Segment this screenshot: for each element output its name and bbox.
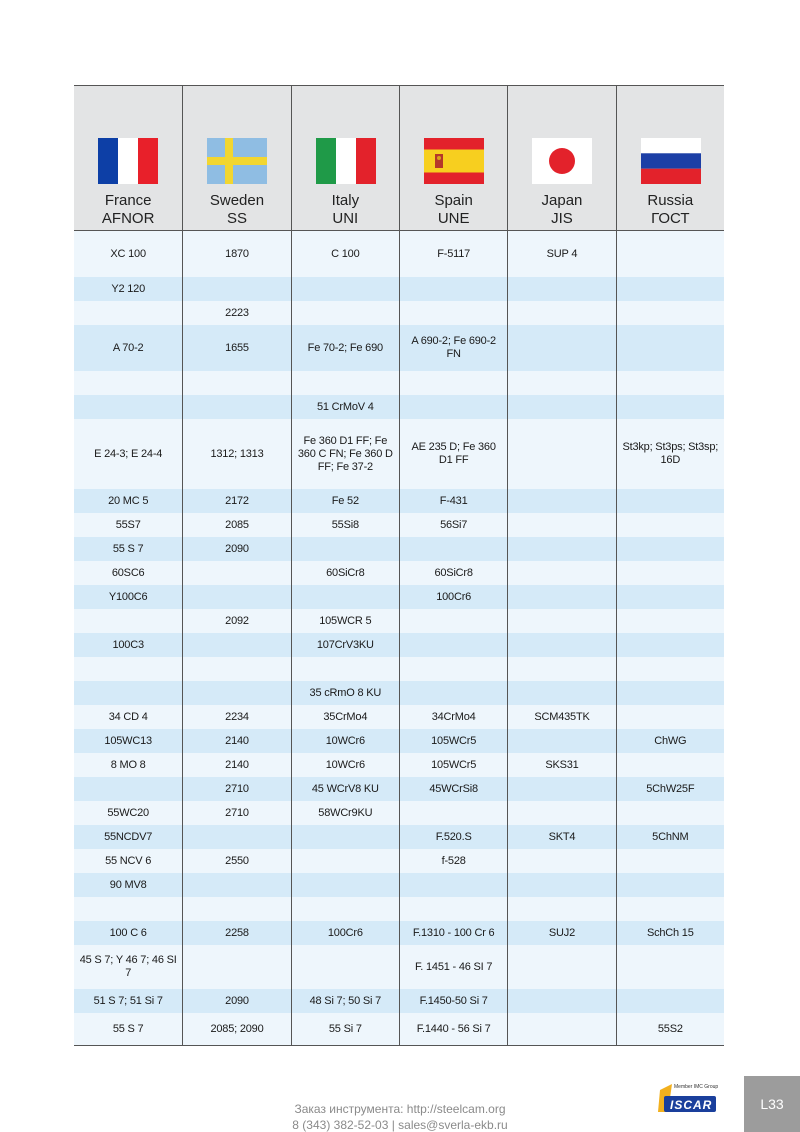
- table-cell: [291, 371, 399, 395]
- table-cell: 56Si7: [399, 513, 507, 537]
- table-cell: [507, 489, 615, 513]
- table-cell: 1312; 1313: [182, 419, 290, 489]
- table-cell: F.1440 - 56 Si 7: [399, 1013, 507, 1045]
- table-cell: 8 MO 8: [110, 758, 146, 771]
- table-cell: [507, 395, 615, 419]
- steel-equivalents-table: [74, 85, 724, 1046]
- table-cell: SKT4: [507, 825, 615, 849]
- table-cell: 10WCr6: [291, 729, 399, 753]
- table-cell: 105WC13: [104, 734, 152, 747]
- header-label: Japan JIS: [541, 192, 583, 227]
- table-cell: 105WCr5: [399, 753, 507, 777]
- table-cell: [291, 301, 399, 325]
- table-cell: Y2 120: [111, 282, 145, 295]
- table-cell: Fe 360 D1 FF; Fe 360 C FN; Fe 360 D FF; Fe 37-2: [291, 419, 399, 489]
- header-label: France AFNOR: [101, 192, 155, 227]
- table-row: [74, 585, 724, 609]
- table-cell: [616, 325, 724, 371]
- table-cell: [507, 371, 615, 395]
- table-cell: A 690-2; Fe 690-2 FN: [399, 325, 507, 371]
- table-cell: [182, 585, 290, 609]
- table-cell: 2085: [182, 513, 290, 537]
- table-cell: SKS31: [507, 753, 615, 777]
- table-row: [74, 777, 724, 801]
- table-cell: [616, 489, 724, 513]
- table-cell: 45WCrSi8: [399, 777, 507, 801]
- table-cell: 34CrMo4: [399, 705, 507, 729]
- table-cell: 51 CrMoV 4: [291, 395, 399, 419]
- table-cell: [507, 729, 615, 753]
- table-cell: [182, 681, 290, 705]
- table-cell: [616, 897, 724, 921]
- table-cell: [616, 609, 724, 633]
- table-cell: [507, 849, 615, 873]
- table-cell: [399, 633, 507, 657]
- table-body: [74, 231, 724, 1045]
- table-cell: [182, 561, 290, 585]
- table-cell: [399, 609, 507, 633]
- table-cell: [507, 419, 615, 489]
- table-cell: [399, 371, 507, 395]
- table-cell: [291, 585, 399, 609]
- table-row: [74, 753, 724, 777]
- table-cell: [616, 633, 724, 657]
- table-cell: [616, 989, 724, 1013]
- table-cell: [507, 777, 615, 801]
- table-cell: [507, 585, 615, 609]
- header-japan: [507, 86, 615, 230]
- table-cell: [291, 849, 399, 873]
- table-cell: 2710: [182, 777, 290, 801]
- table-row: [74, 633, 724, 657]
- table-cell: [507, 609, 615, 633]
- table-cell: [182, 277, 290, 301]
- table-cell: [507, 633, 615, 657]
- table-cell: [399, 657, 507, 681]
- table-cell: 35CrMo4: [291, 705, 399, 729]
- table-row: [74, 609, 724, 633]
- table-cell: 2234: [182, 705, 290, 729]
- table-cell: [616, 585, 724, 609]
- table-cell: 2085; 2090: [182, 1013, 290, 1045]
- table-row: [74, 277, 724, 301]
- italy-flag-icon: [316, 138, 376, 184]
- table-cell: [74, 395, 182, 419]
- table-cell: [182, 945, 290, 989]
- header-spain: [399, 86, 507, 230]
- table-cell: [291, 277, 399, 301]
- table-cell: [507, 513, 615, 537]
- table-cell: 51 S 7; 51 Si 7: [93, 994, 163, 1007]
- table-cell: Fe 52: [291, 489, 399, 513]
- table-cell: 105WCR 5: [291, 609, 399, 633]
- table-cell: [616, 657, 724, 681]
- iscar-logo: [658, 1082, 718, 1116]
- table-cell: [291, 537, 399, 561]
- table-cell: 90 MV8: [109, 878, 147, 891]
- table-cell: [616, 561, 724, 585]
- table-cell: 10WCr6: [291, 753, 399, 777]
- table-cell: 100Cr6: [399, 585, 507, 609]
- table-cell: [507, 801, 615, 825]
- table-row: [74, 657, 724, 681]
- table-row: [74, 371, 724, 395]
- table-cell: 2710: [182, 801, 290, 825]
- table-cell: [616, 513, 724, 537]
- table-cell: [291, 825, 399, 849]
- table-cell: A 70-2: [112, 341, 144, 354]
- japan-flag-icon: [532, 138, 592, 184]
- table-cell: [74, 301, 182, 325]
- table-bottom-rule: [74, 1045, 724, 1046]
- table-cell: C 100: [291, 231, 399, 277]
- table-cell: SUJ2: [507, 921, 615, 945]
- table-cell: 1870: [182, 231, 290, 277]
- table-cell: [616, 801, 724, 825]
- table-row: [74, 419, 724, 489]
- table-cell: [399, 681, 507, 705]
- table-cell: [399, 395, 507, 419]
- table-cell: 2258: [182, 921, 290, 945]
- table-cell: ChWG: [616, 729, 724, 753]
- table-cell: [507, 325, 615, 371]
- table-cell: 60SiCr8: [399, 561, 507, 585]
- table-cell: 20 MC 5: [108, 494, 149, 507]
- table-cell: [616, 231, 724, 277]
- table-cell: [399, 277, 507, 301]
- table-cell: [616, 753, 724, 777]
- table-cell: 34 CD 4: [108, 710, 148, 723]
- france-flag-icon: [98, 138, 158, 184]
- table-row: [74, 729, 724, 753]
- table-cell: 2550: [182, 849, 290, 873]
- russia-flag-icon: [641, 138, 701, 184]
- table-cell: [74, 897, 182, 921]
- table-row: [74, 325, 724, 371]
- table-cell: 5ChNM: [616, 825, 724, 849]
- table-cell: 2140: [182, 729, 290, 753]
- table-cell: F.520.S: [399, 825, 507, 849]
- footer-contact-line: 8 (343) 382-52-03 | sales@sverla-ekb.ru: [292, 1118, 508, 1132]
- table-cell: 55 S 7: [112, 542, 144, 555]
- table-cell: 100 C 6: [109, 926, 147, 939]
- table-cell: [507, 681, 615, 705]
- header-label: Sweden SS: [209, 192, 265, 227]
- header-label: Italy UNI: [331, 192, 360, 227]
- table-cell: [74, 777, 182, 801]
- table-cell: 60SiCr8: [291, 561, 399, 585]
- table-cell: [507, 537, 615, 561]
- table-cell: [507, 561, 615, 585]
- table-row: [74, 681, 724, 705]
- table-cell: F-5117: [399, 231, 507, 277]
- page-number-badge: L33: [744, 1076, 800, 1132]
- table-cell: 105WCr5: [399, 729, 507, 753]
- footer-order-line: Заказ инструмента: http://steelcam.org: [294, 1102, 506, 1116]
- logo-wordmark: ISCAR: [670, 1098, 713, 1112]
- header-label: Spain UNE: [434, 192, 473, 227]
- table-row: [74, 1013, 724, 1045]
- table-row: [74, 705, 724, 729]
- table-cell: 60SC6: [111, 566, 145, 579]
- table-cell: 55WC20: [107, 806, 149, 819]
- table-cell: St3kp; St3ps; St3sp; 16D: [616, 419, 724, 489]
- table-cell: [291, 873, 399, 897]
- table-cell: [507, 873, 615, 897]
- table-row: [74, 395, 724, 419]
- table-cell: Fe 70-2; Fe 690: [291, 325, 399, 371]
- table-cell: 1655: [182, 325, 290, 371]
- table-row: [74, 825, 724, 849]
- table-cell: AE 235 D; Fe 360 D1 FF: [399, 419, 507, 489]
- table-row: [74, 897, 724, 921]
- table-cell: [616, 873, 724, 897]
- table-cell: [291, 945, 399, 989]
- table-cell: F-431: [399, 489, 507, 513]
- table-row: [74, 945, 724, 989]
- table-cell: [74, 681, 182, 705]
- header-sweden: [182, 86, 290, 230]
- table-cell: [616, 301, 724, 325]
- table-cell: 2090: [182, 537, 290, 561]
- table-cell: [616, 395, 724, 419]
- logo-member-text: Member IMC Group: [674, 1084, 719, 1090]
- table-cell: [399, 537, 507, 561]
- table-row: [74, 513, 724, 537]
- table-cell: [616, 705, 724, 729]
- table-cell: 2223: [182, 301, 290, 325]
- table-cell: [507, 277, 615, 301]
- table-cell: XC 100: [110, 247, 146, 260]
- table-cell: 55 S 7: [112, 1022, 144, 1035]
- table-cell: [616, 371, 724, 395]
- table-cell: [507, 945, 615, 989]
- table-cell: [399, 873, 507, 897]
- table-cell: SCM435TK: [507, 705, 615, 729]
- table-cell: 2172: [182, 489, 290, 513]
- table-cell: [74, 609, 182, 633]
- header-russia: [616, 86, 724, 230]
- table-cell: [507, 301, 615, 325]
- table-cell: [182, 825, 290, 849]
- table-cell: 55 Si 7: [291, 1013, 399, 1045]
- table-cell: 107CrV3KU: [291, 633, 399, 657]
- table-cell: [616, 537, 724, 561]
- table-header: [74, 85, 724, 231]
- table-row: [74, 873, 724, 897]
- table-cell: E 24-3; E 24-4: [94, 447, 163, 460]
- table-cell: [616, 945, 724, 989]
- table-cell: [616, 681, 724, 705]
- header-italy: [291, 86, 399, 230]
- table-cell: 2092: [182, 609, 290, 633]
- table-cell: SchCh 15: [616, 921, 724, 945]
- table-cell: 100Cr6: [291, 921, 399, 945]
- table-cell: [182, 395, 290, 419]
- table-cell: Y100C6: [108, 590, 148, 603]
- table-cell: 55 NCV 6: [105, 854, 152, 867]
- table-cell: [399, 801, 507, 825]
- table-row: [74, 921, 724, 945]
- table-cell: 45 WCrV8 KU: [291, 777, 399, 801]
- table-cell: [182, 633, 290, 657]
- table-cell: 2090: [182, 989, 290, 1013]
- header-label: Russia ГОСТ: [647, 192, 694, 227]
- table-cell: 48 Si 7; 50 Si 7: [291, 989, 399, 1013]
- table-cell: [507, 989, 615, 1013]
- table-cell: F. 1451 - 46 SI 7: [399, 945, 507, 989]
- table-cell: 45 S 7; Y 46 7; 46 SI 7: [79, 954, 177, 979]
- table-cell: [616, 277, 724, 301]
- table-cell: [182, 657, 290, 681]
- table-row: [74, 801, 724, 825]
- table-row: [74, 849, 724, 873]
- table-row: [74, 489, 724, 513]
- table-cell: [74, 657, 182, 681]
- table-cell: [507, 897, 615, 921]
- table-cell: [616, 849, 724, 873]
- table-cell: [182, 873, 290, 897]
- table-cell: 58WCr9KU: [291, 801, 399, 825]
- table-cell: [182, 371, 290, 395]
- table-cell: F.1450-50 Si 7: [399, 989, 507, 1013]
- table-row: [74, 537, 724, 561]
- table-cell: [291, 657, 399, 681]
- table-cell: [507, 657, 615, 681]
- table-cell: f-528: [399, 849, 507, 873]
- table-cell: 100C3: [112, 638, 144, 651]
- table-cell: 55S7: [115, 518, 141, 531]
- table-row: [74, 989, 724, 1013]
- table-row: [74, 301, 724, 325]
- sweden-flag-icon: [207, 138, 267, 184]
- table-cell: 55S2: [616, 1013, 724, 1045]
- table-cell: F.1310 - 100 Cr 6: [399, 921, 507, 945]
- table-cell: 55Si8: [291, 513, 399, 537]
- table-cell: [291, 897, 399, 921]
- table-cell: [182, 897, 290, 921]
- table-cell: [74, 371, 182, 395]
- table-cell: SUP 4: [507, 231, 615, 277]
- table-cell: [399, 897, 507, 921]
- table-row: [74, 561, 724, 585]
- table-cell: [399, 301, 507, 325]
- table-cell: 5ChW25F: [616, 777, 724, 801]
- header-france: [74, 86, 182, 230]
- table-cell: 35 cRmO 8 KU: [291, 681, 399, 705]
- table-cell: [507, 1013, 615, 1045]
- table-cell: 55NCDV7: [104, 830, 153, 843]
- spain-flag-icon: [424, 138, 484, 184]
- table-cell: 2140: [182, 753, 290, 777]
- table-row: [74, 231, 724, 277]
